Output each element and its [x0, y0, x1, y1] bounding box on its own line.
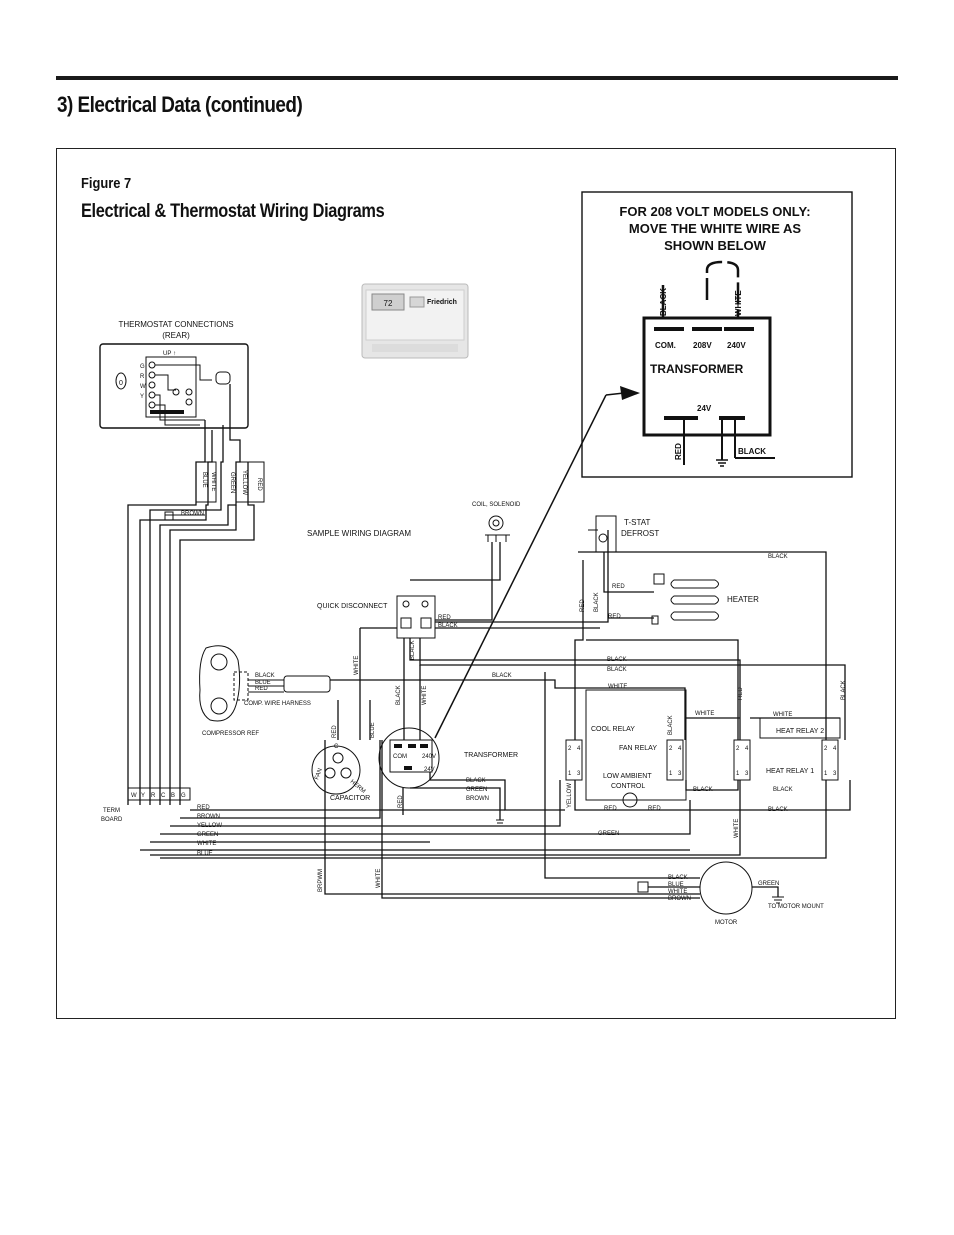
tr-wire-green: GREEN — [466, 787, 488, 793]
capacitor-label: CAPACITOR — [330, 795, 371, 802]
tb-wire-yellow: YELLOW — [197, 823, 223, 829]
relay-wire-white-v: WHITE — [734, 818, 740, 838]
motor-wire-black: BLACK — [668, 875, 688, 881]
cap-wire-blue: BLUE — [370, 722, 376, 738]
term-letter-r: R — [151, 793, 156, 799]
svg-text:3: 3 — [577, 771, 581, 777]
harness-label-green: GREEN — [229, 472, 235, 494]
relay-wire-red-v: RED — [738, 687, 744, 700]
harness-label-white: WHITE — [210, 472, 216, 492]
sample-wiring-title: SAMPLE WIRING DIAGRAM — [307, 529, 412, 538]
relay-wire-white-1: WHITE — [695, 711, 715, 717]
thermostat-brand: Friedrich — [427, 299, 457, 306]
low-ambient-label-1: LOW AMBIENT — [603, 773, 652, 780]
terminal-g: G — [140, 364, 145, 370]
inset-terminal-24: 24V — [697, 404, 712, 413]
svg-text:4: 4 — [678, 746, 682, 752]
motor-label: MOTOR — [715, 920, 738, 926]
relay-wire-red-4: RED — [648, 806, 661, 812]
cap-terminal-c: C — [334, 744, 339, 750]
bus-wire-black-4: BLACK — [492, 673, 512, 679]
fan-relay-label: FAN RELAY — [619, 745, 657, 752]
inset-note-line-3: SHOWN BELOW — [664, 238, 766, 253]
svg-text:3: 3 — [745, 771, 749, 777]
svg-text:0: 0 — [119, 380, 123, 387]
svg-text:4: 4 — [577, 746, 581, 752]
thermostat-harness — [128, 384, 264, 805]
svg-text:2: 2 — [736, 746, 740, 752]
svg-text:4: 4 — [833, 746, 837, 752]
bus-wire-black-3: BLACK — [607, 667, 627, 673]
wire-white-v1: WHITE — [354, 655, 360, 675]
quick-disconnect — [317, 530, 608, 638]
inset-note-line-1: FOR 208 VOLT MODELS ONLY: — [619, 204, 811, 219]
svg-text:1: 1 — [669, 771, 673, 777]
comp-wire-harness-label: COMP. WIRE HARNESS — [244, 701, 311, 707]
figure-title: Electrical & Thermostat Wiring Diagrams — [81, 201, 385, 222]
wire-label-brown-top: BROWN — [181, 511, 204, 517]
tb-wire-green: GREEN — [197, 832, 219, 838]
term-letter-w: W — [131, 793, 137, 799]
cap-terminal-herm: HERM — [348, 778, 367, 795]
figure-label: Figure 7 — [81, 175, 132, 192]
to-motor-mount-label: TO MOTOR MOUNT — [768, 904, 824, 910]
bus-wire-red-v: RED — [580, 599, 586, 612]
harness-label-blue: BLUE — [201, 472, 207, 488]
tr-wire-red-v: RED — [398, 795, 404, 808]
transformer-240v: 240V — [422, 754, 437, 760]
inset-terminal-208: 208V — [693, 341, 712, 350]
inset-wire-black-bottom: BLACK — [738, 447, 766, 456]
relay-wire-black-2: BLACK — [693, 787, 713, 793]
motor-wire-green: GREEN — [758, 881, 780, 887]
wire-black-v2: BLACK — [396, 685, 402, 705]
bus-wire-black-1: BLACK — [768, 554, 788, 560]
bus-wire-red-1: RED — [612, 584, 625, 590]
tstat-defrost-label-2: DEFROST — [621, 529, 660, 538]
cap-wire-red: RED — [332, 725, 338, 738]
relay-wire-black-3: BLACK — [773, 787, 793, 793]
comp-wire-blue: BLUE — [255, 680, 271, 686]
transformer-24v: 24V — [424, 767, 435, 773]
svg-text:2: 2 — [669, 746, 673, 752]
svg-text:1: 1 — [736, 771, 740, 777]
thermostat-connections — [100, 320, 248, 428]
heater-label: HEATER — [727, 595, 759, 604]
tb-wire-green-2: GREEN — [598, 831, 620, 837]
qd-wire-black: BLACK — [438, 623, 458, 629]
term-letter-c: C — [161, 793, 166, 799]
quick-disconnect-label: QUICK DISCONNECT — [317, 603, 388, 610]
thermostat-header-1: THERMOSTAT CONNECTIONS — [118, 320, 234, 329]
inset-transformer-label: TRANSFORMER — [650, 362, 744, 376]
transformer — [379, 728, 565, 826]
bus-wire-black-v: BLACK — [594, 592, 600, 612]
inset-pointer-line — [435, 395, 606, 738]
qd-wire-red: RED — [438, 615, 451, 621]
bus-wire-black-2: BLACK — [607, 657, 627, 663]
harness-label-yellow: YELLOW — [241, 470, 247, 496]
comp-wire-black: BLACK — [255, 673, 275, 679]
wiring-bus — [330, 552, 845, 740]
motor-wire-blue: BLUE — [668, 882, 684, 888]
tr-wire-brown: BROWN — [466, 796, 489, 802]
svg-text:3: 3 — [833, 771, 837, 777]
heat-relay-1-label: HEAT RELAY 1 — [766, 768, 815, 775]
relay-wire-yellow-v: YELLOW — [567, 782, 573, 808]
cool-relay-label: COOL RELAY — [591, 726, 635, 733]
svg-text:3: 3 — [678, 771, 682, 777]
tr-wire-black: BLACK — [466, 778, 486, 784]
section-title: 3) Electrical Data (continued) — [57, 92, 303, 117]
compressor — [200, 646, 330, 737]
transformer-com: COM — [393, 754, 407, 760]
transformer-label: TRANSFORMER — [464, 752, 519, 759]
svg-text:4: 4 — [745, 746, 749, 752]
bus-wire-white-1: WHITE — [608, 684, 628, 690]
heat-relay-2-label: HEAT RELAY 2 — [776, 728, 825, 735]
inset-terminal-240: 240V — [727, 341, 746, 350]
qd-wire-black-v: BLACK — [410, 640, 416, 660]
coil-solenoid-label: COIL, SOLENOID — [472, 502, 521, 508]
motor-wire-brpwm: BRPWM — [318, 869, 324, 892]
terminal-r: R — [140, 374, 145, 380]
harness-label-red: RED — [256, 478, 262, 491]
term-letter-y: Y — [141, 793, 146, 799]
thermostat-photo — [362, 284, 468, 358]
svg-text:↑: ↑ — [173, 351, 176, 357]
inset-wire-white: WHITE — [734, 290, 743, 316]
term-board-label-2: BOARD — [101, 817, 123, 823]
low-ambient-label-2: CONTROL — [611, 783, 646, 790]
cap-terminal-fan: FAN — [314, 767, 324, 781]
term-letter-b: B — [171, 793, 176, 799]
thermostat-up-label: UP — [163, 351, 172, 357]
capacitor — [312, 700, 376, 802]
svg-text:2: 2 — [568, 746, 572, 752]
inset-terminal-com: COM. — [655, 341, 676, 350]
tb-wire-white: WHITE — [197, 841, 217, 847]
svg-text:72: 72 — [383, 299, 393, 308]
relay-wire-black-v2: BLACK — [841, 680, 847, 700]
motor-wire-white: WHITE — [668, 889, 688, 895]
tstat-defrost — [588, 516, 659, 552]
svg-text:2: 2 — [824, 746, 828, 752]
inset-wire-black: BLACK — [659, 288, 668, 316]
inset-wire-red: RED — [674, 443, 683, 460]
term-board-label-1: TERM — [103, 808, 120, 814]
term-letter-g: G — [181, 793, 186, 799]
relay-wire-black-4: BLACK — [768, 807, 788, 813]
relay-wire-red-3: RED — [604, 806, 617, 812]
relay-wire-black-v: BLACK — [668, 715, 674, 735]
inset-208v-note — [582, 192, 852, 477]
bus-wire-red-2: RED — [608, 614, 621, 620]
motor-wire-brown: BROWN — [668, 896, 691, 902]
tstat-defrost-label-1: T-STAT — [624, 518, 651, 527]
wire-white-v2: WHITE — [422, 685, 428, 705]
terminal-w: W — [140, 384, 146, 390]
heater — [652, 574, 759, 624]
tb-wire-red: RED — [197, 805, 210, 811]
comp-wire-red: RED — [255, 686, 268, 692]
inset-note-line-2: MOVE THE WHITE WIRE AS — [628, 221, 802, 236]
tb-wire-blue: BLUE — [197, 851, 213, 857]
relay-wire-white-2: WHITE — [773, 712, 793, 718]
svg-text:1: 1 — [568, 771, 572, 777]
terminal-y: Y — [140, 394, 145, 400]
thermostat-header-2: (REAR) — [162, 331, 190, 340]
motor-wire-white-v: WHITE — [376, 868, 382, 888]
svg-text:1: 1 — [824, 771, 828, 777]
coil-solenoid — [410, 502, 521, 620]
tb-wire-brown: BROWN — [197, 814, 220, 820]
compressor-ref-label: COMPRESSOR REF — [202, 731, 260, 737]
